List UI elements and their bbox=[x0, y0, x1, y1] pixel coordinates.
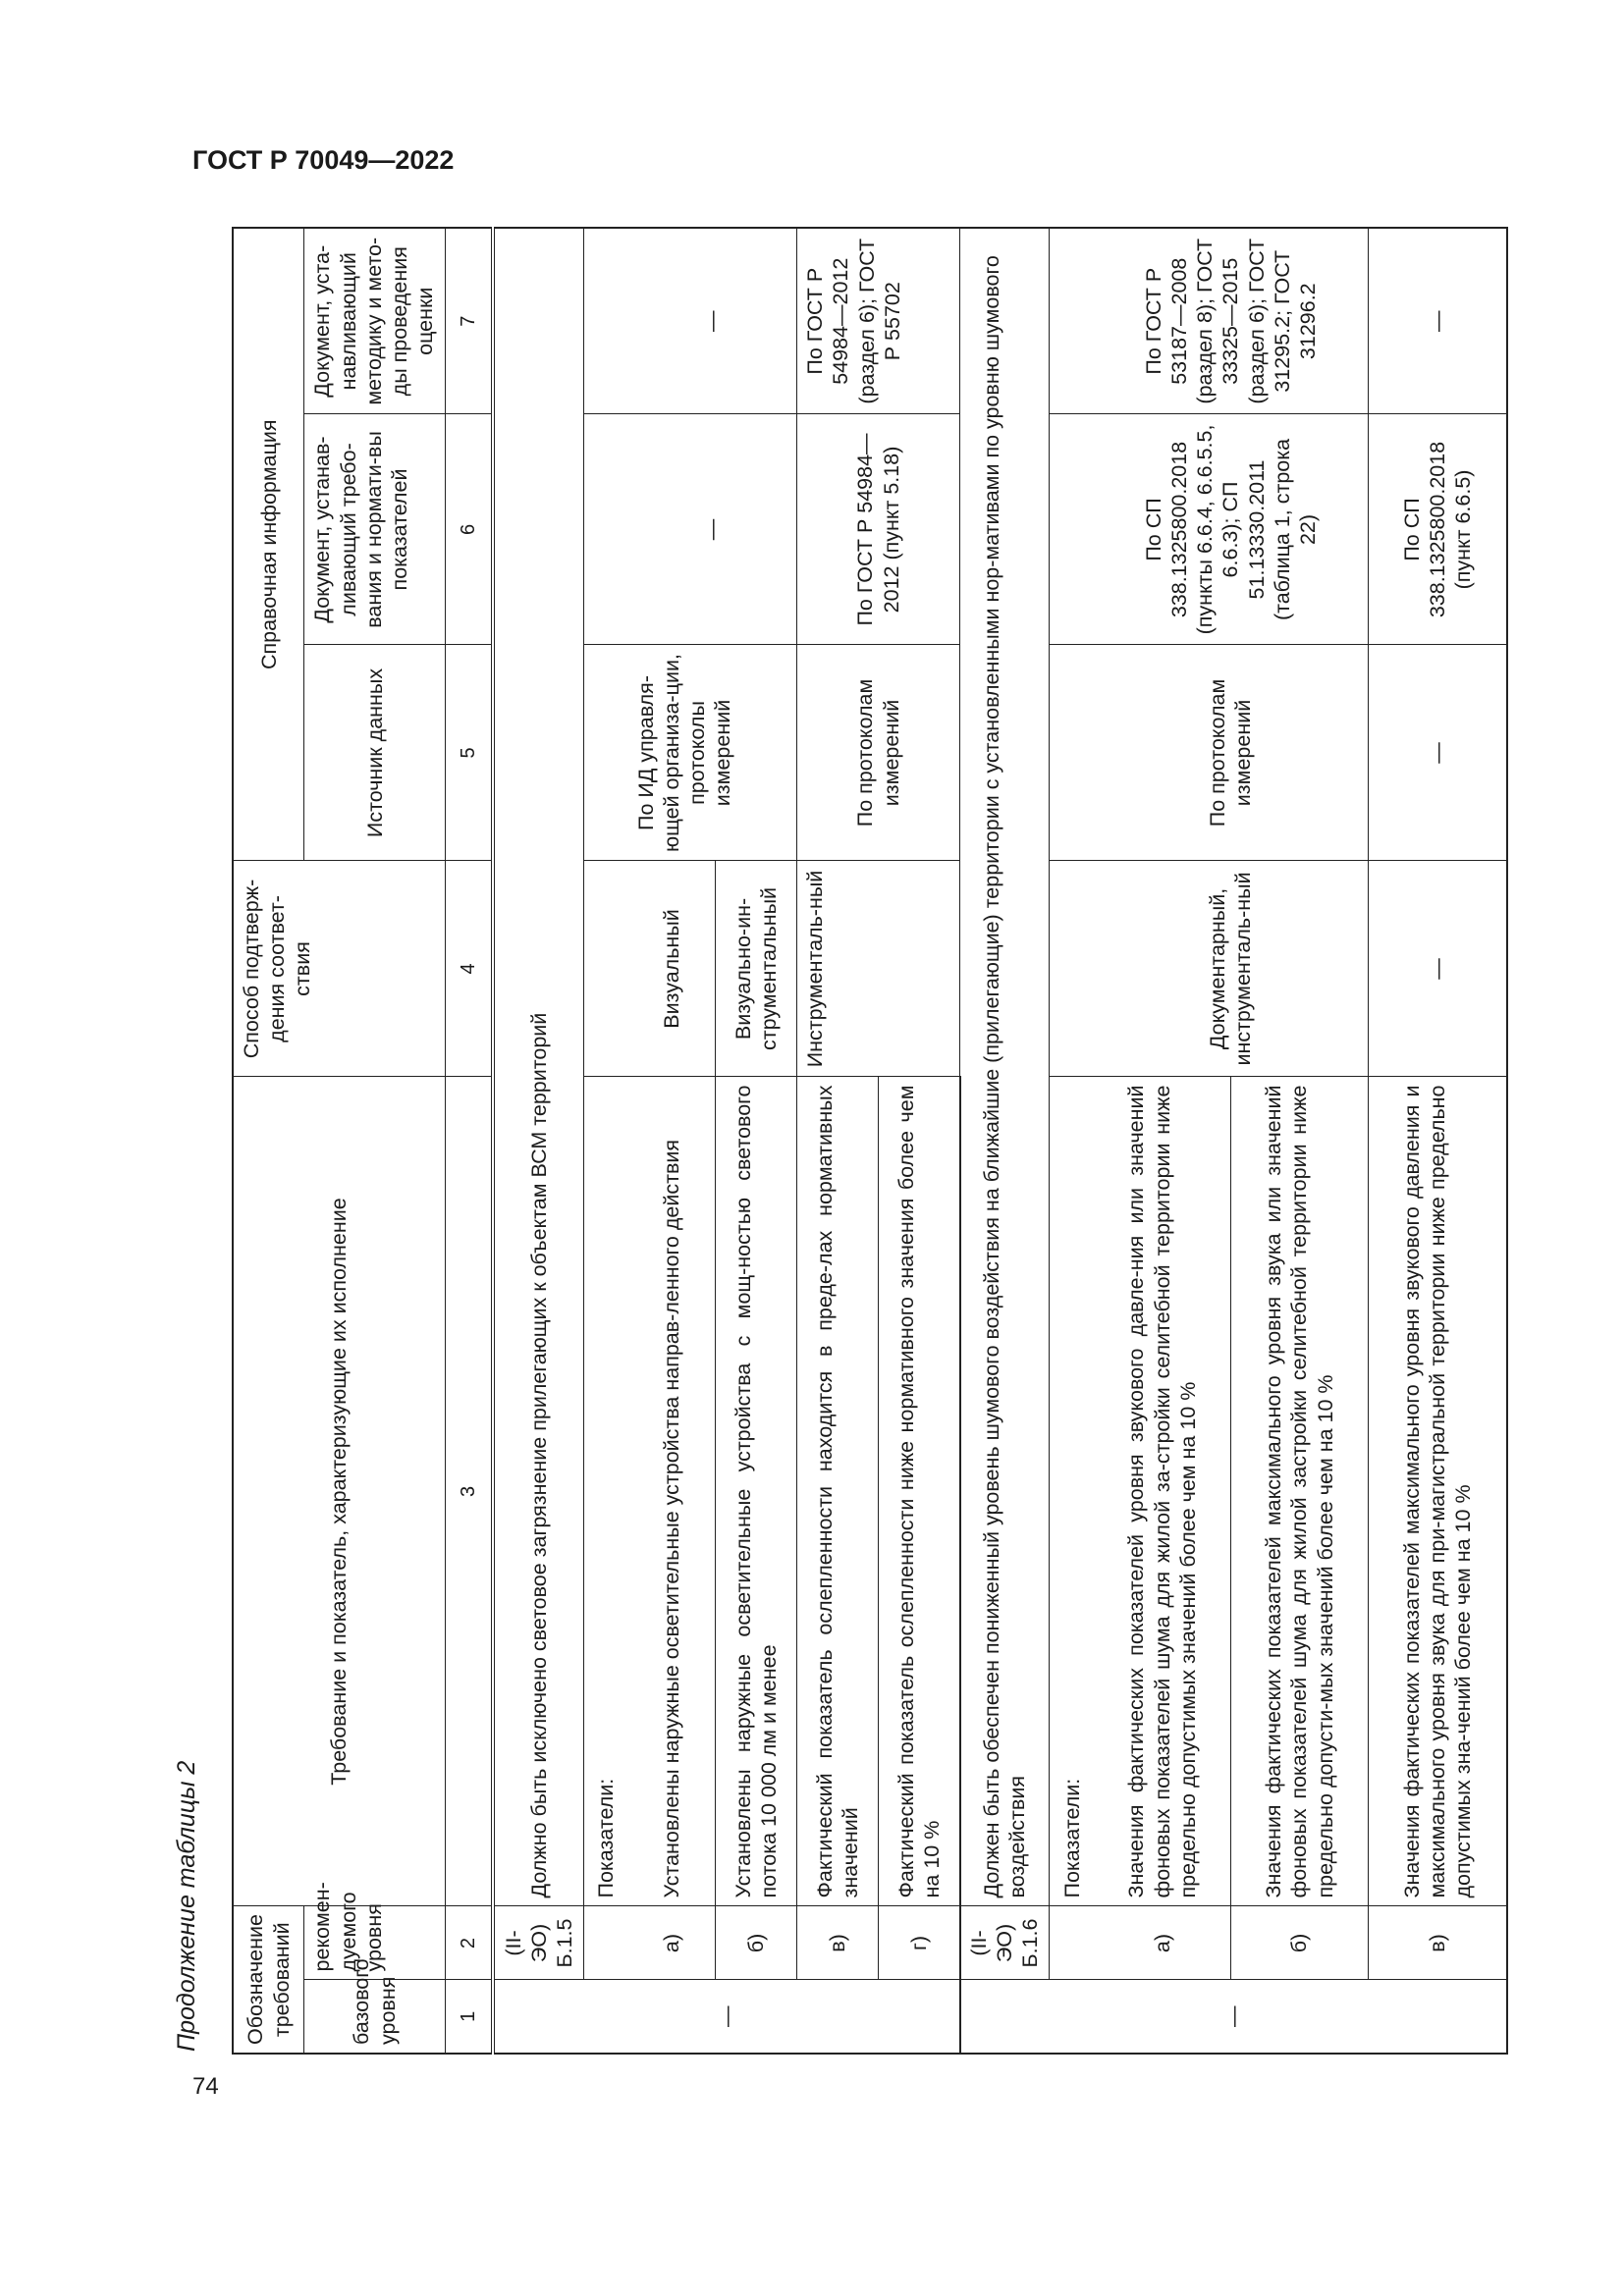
s2-v-source: — bbox=[1368, 645, 1507, 861]
column-number: 6 bbox=[446, 414, 494, 645]
s2-code: (II-ЭО) Б.1.6 bbox=[960, 1906, 1050, 1980]
s2-v-method-doc: — bbox=[1368, 228, 1507, 414]
s2-v-text: Значения фактических показателей максимального уровня звукового давления и максимального уровня звука для при-магистральной территории ниже предельно допустимых зна-чений более чем на 10 % bbox=[1368, 1077, 1507, 1906]
column-number: 7 bbox=[446, 228, 494, 414]
s1-ab-method-doc: — bbox=[628, 228, 797, 414]
s1-base-level: — bbox=[493, 1980, 959, 2054]
s1-vg-method-doc: По ГОСТ Р 54984—2012 (раздел 6); ГОСТ Р 55702 bbox=[797, 228, 960, 414]
requirements-table bbox=[232, 227, 1508, 2055]
s1-code: (II-ЭО) Б.1.5 bbox=[493, 1906, 583, 1980]
s2-ab-norm: По СП 338.1325800.2018 (пункты 6.6.4, 6.6.5.5, 6.6.3); СП 51.13330.2011 (таблица 1, строка 22) bbox=[1094, 414, 1368, 645]
rotated-table-wrapper bbox=[232, 229, 1508, 2055]
s1-vg-norm: По ГОСТ Р 54984—2012 (пункт 5.18) bbox=[797, 414, 960, 645]
s1-g-letter: г) bbox=[879, 1906, 960, 1980]
s1-vg-method: Инструменталь-ный bbox=[797, 861, 960, 1077]
s2-v-norm: По СП 338.1325800.2018 (пункт 6.6.5) bbox=[1368, 414, 1507, 645]
header-recommended-level: рекомен-дуемого уровня bbox=[304, 1906, 446, 1980]
s1-a-text: Установлены наружные осветительные устройства направ-ленного действия bbox=[628, 1077, 716, 1906]
header-source: Источник данных bbox=[304, 645, 446, 861]
s1-ab-norm: — bbox=[628, 414, 797, 645]
column-number: 5 bbox=[446, 645, 494, 861]
table-caption: Продолжение таблицы 2 bbox=[173, 1760, 200, 2052]
column-number: 3 bbox=[446, 1077, 494, 1906]
s1-v-letter: в) bbox=[797, 1906, 879, 1980]
s2-ab-method: Документарный, инструменталь-ный bbox=[1094, 861, 1368, 1077]
header-base-level: базового уровня bbox=[304, 1980, 446, 2054]
column-number: 2 bbox=[446, 1906, 494, 1980]
s1-g-text: Фактический показатель ослепленности ниже нормативного значения более чем на 10 % bbox=[879, 1077, 960, 1906]
s1-b-letter: б) bbox=[716, 1906, 797, 1980]
s1-vg-source: По протоколам измерений bbox=[797, 645, 960, 861]
s1-b-text: Установлены наружные осветительные устройства с мощ-ностью светового потока 10 000 лм и менее bbox=[716, 1077, 797, 1906]
s2-ab-source: По протоколам измерений bbox=[1094, 645, 1368, 861]
s2-indicators-label: Показатели: bbox=[1050, 1077, 1095, 1906]
header-reference: Справочная информация bbox=[233, 228, 304, 861]
s2-a-letter: а) bbox=[1094, 1906, 1231, 1980]
header-confirmation: Способ подтверж-дения соответ-ствия bbox=[233, 861, 446, 1077]
s1-indicators-label: Показатели: bbox=[583, 1077, 628, 1906]
s2-ab-method-doc: По ГОСТ Р 53187—2008 (раздел 8); ГОСТ 33325—2015 (раздел 6); ГОСТ 31295.2; ГОСТ 31296.2 bbox=[1094, 228, 1368, 414]
s1-a-method: Визуальный bbox=[628, 861, 716, 1077]
s2-base-level: — bbox=[960, 1980, 1508, 2054]
header-designation: Обозначение требований bbox=[233, 1906, 304, 2054]
header-norm-doc: Документ, устанав-ливающий требо-вания и нормати-вы показателей bbox=[304, 414, 446, 645]
s2-b-text: Значения фактических показателей максимального уровня звука или значений фоновых показателей шума для жилой застройки селитебной территории ниже предельно допусти-мых значений более чем на 10 % bbox=[1231, 1077, 1369, 1906]
s1-b-method: Визуально-ин-струментальный bbox=[716, 861, 797, 1077]
page-number: 74 bbox=[192, 2073, 219, 2100]
s2-b-letter: б) bbox=[1231, 1906, 1369, 1980]
column-number: 4 bbox=[446, 861, 494, 1077]
column-number: 1 bbox=[446, 1980, 494, 2054]
s1-v-text: Фактический показатель ослепленности находится в преде-лах нормативных значений bbox=[797, 1077, 879, 1906]
s1-a-letter: а) bbox=[628, 1906, 716, 1980]
s1-ab-source: По ИД управля-ющей организа-ции, протоколы измерений bbox=[628, 645, 797, 861]
s2-a-text: Значения фактических показателей уровня звукового давле-ния или значений фоновых показателей шума для жилой за-стройки селитебной территории ниже предельно допустимых значений более чем на 10 % bbox=[1094, 1077, 1231, 1906]
s1-title: Должно быть исключено световое загрязнение прилегающих к объектам ВСМ территорий bbox=[493, 228, 583, 1906]
s2-v-method: — bbox=[1368, 861, 1507, 1077]
s2-v-letter: в) bbox=[1368, 1906, 1507, 1980]
s2-title: Должен быть обеспечен пониженный уровень шумового воздействия на ближайшие (прилегающие) территории с установленными нор-мативами по уровню шумового воздействия bbox=[960, 228, 1050, 1906]
header-requirement: Требование и показатель, характеризующие их исполнение bbox=[233, 1077, 446, 1906]
document-header: ГОСТ Р 70049—2022 bbox=[192, 145, 455, 175]
header-method-doc: Документ, уста-навливающий методику и мето-ды проведения оценки bbox=[304, 228, 446, 414]
